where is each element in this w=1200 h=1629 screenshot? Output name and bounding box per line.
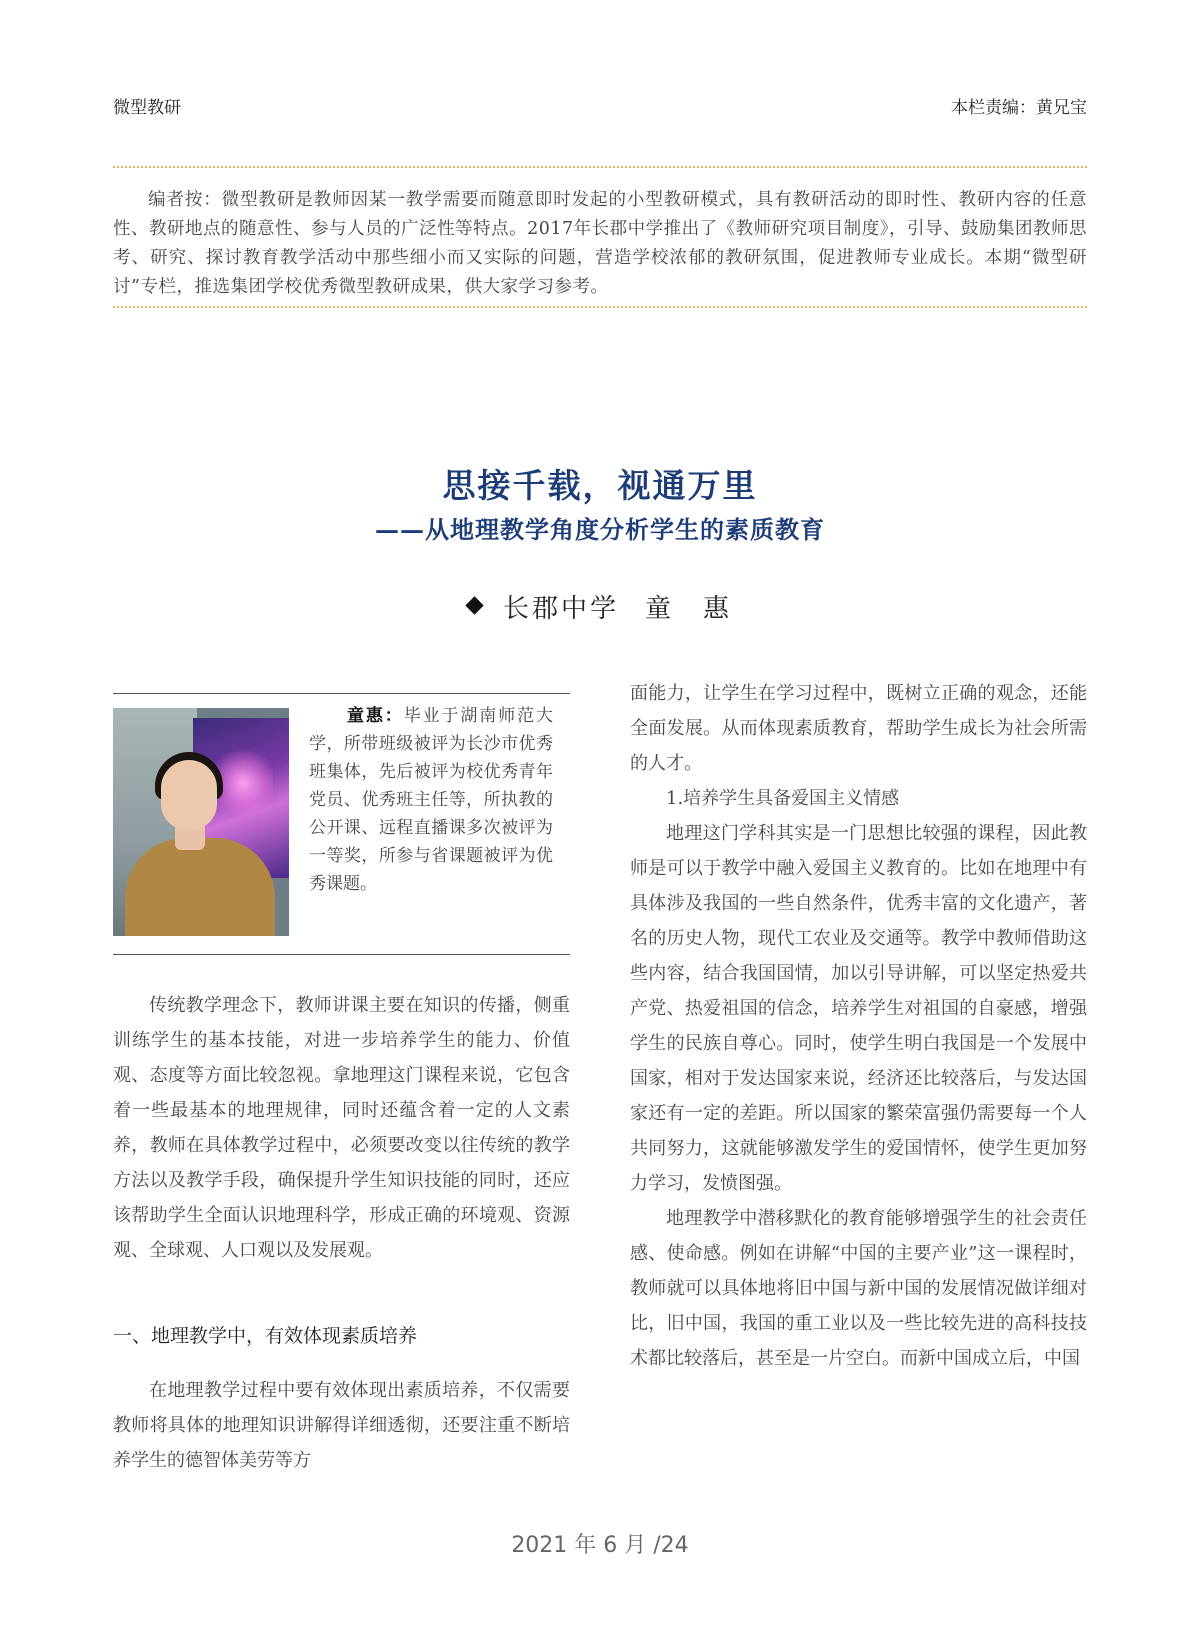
bio-text: 毕业于湖南师范大学，所带班级被评为长沙市优秀班集体，先后被评为校优秀青年党员、优秀班主任等，所执教的公开课、远程直播课多次被评为一等奖，所参与省课题被评为优秀课题。	[309, 706, 554, 894]
page-footer: 2021 年 6 月 /24	[511, 1533, 689, 1558]
byline	[0, 588, 1200, 625]
subheading-1: 1.培养学生具备爱国主义情感	[666, 788, 900, 809]
author-photo	[113, 708, 289, 936]
body-paragraph-3: 地理这门学科其实是一门思想比较强的课程，因此教师是可以于教学中融入爱国主义教育的。比如在地理中有具体涉及我国的一些自然条件，优秀丰富的文化遗产，著名的历史人物，现代工农业及交通等。教学中教师借助这些内容，结合我国国情，加以引导讲解，可以坚定热爱共产党、热爱祖国的信念，培养学生对祖国的自豪感，增强学生的民族自尊心。同时，使学生明白我国是一个发展中国家，相对于发达国家来说，经济还比较落后，与发达国家还有一定的差距。所以国家的繁荣富强仍需要每一个人共同努力，这就能够激发学生的爱国情怀，使学生更加努力学习，发愤图强。	[630, 823, 1087, 1194]
article-title: 思接千载，视通万里	[442, 466, 758, 505]
divider-top	[113, 166, 1087, 168]
author-bio	[309, 702, 553, 898]
right-column	[630, 676, 1087, 1376]
editor-note: 编者按：微型教研是教师因某一教学需要而随意即时发起的小型教研模式，具有教研活动的即时性、教研内容的任意性、教研地点的随意性、参与人员的广泛性等特点。2017年长郡中学推出了《教师研究项目制度》，引导、鼓励集团教师思考、研究、探讨教育教学活动中那些细小而又实际的问题，营造学校浓郁的教研氛围，促进教师专业成长。本期“微型研讨”专栏，推选集团学校优秀微型教研成果，供大家学习参考。	[113, 190, 1087, 297]
article-subtitle: ——从地理教学角度分析学生的素质教育	[375, 515, 825, 544]
divider-bottom	[113, 306, 1087, 308]
body-paragraph-4: 地理教学中潜移默化的教育能够增强学生的社会责任感、使命感。例如在讲解“中国的主要产业”这一课程时，教师就可以具体地将旧中国与新中国的发展情况做详细对比，旧中国，我国的重工业以及一些比较先进的高科技技术都比较落后，甚至是一片空白。而新中国成立后，中国	[630, 1208, 1087, 1369]
author-bio-box	[113, 693, 570, 955]
column-editor: 本栏责编：黄兄宝	[951, 98, 1087, 118]
body-paragraph-1: 传统教学理念下，教师讲课主要在知识的传播，侧重训练学生的基本技能，对进一步培养学生的能力、价值观、态度等方面比较忽视。拿地理这门课程来说，它包含着一些最基本的地理规律，同时还蕴含着一定的人文素养，教师在具体教学过程中，必须要改变以往传统的教学方法以及教学手段，确保提升学生知识技能的同时，还应该帮助学生全面认识地理科学，形成正确的环境观、资源观、全球观、人口观以及发展观。	[113, 995, 570, 1261]
body-paragraph-continued: 面能力，让学生在学习过程中，既树立正确的观念，还能全面发展。从而体现素质教育，帮助学生成长为社会所需的人才。	[630, 683, 1087, 774]
body-paragraph-2: 在地理教学过程中要有效体现出素质培养，不仅需要教师将具体的地理知识讲解得详细透彻，还要注重不断培养学生的德智体美劳等方	[113, 1380, 570, 1471]
author-school: 长郡中学	[502, 594, 619, 624]
diamond-icon	[465, 596, 483, 614]
column-name: 微型教研	[113, 98, 181, 118]
bio-name: 童惠：	[347, 706, 404, 726]
section-heading-1: 一、地理教学中，有效体现素质培养	[113, 1325, 418, 1347]
author-name: 童 惠	[645, 594, 733, 624]
